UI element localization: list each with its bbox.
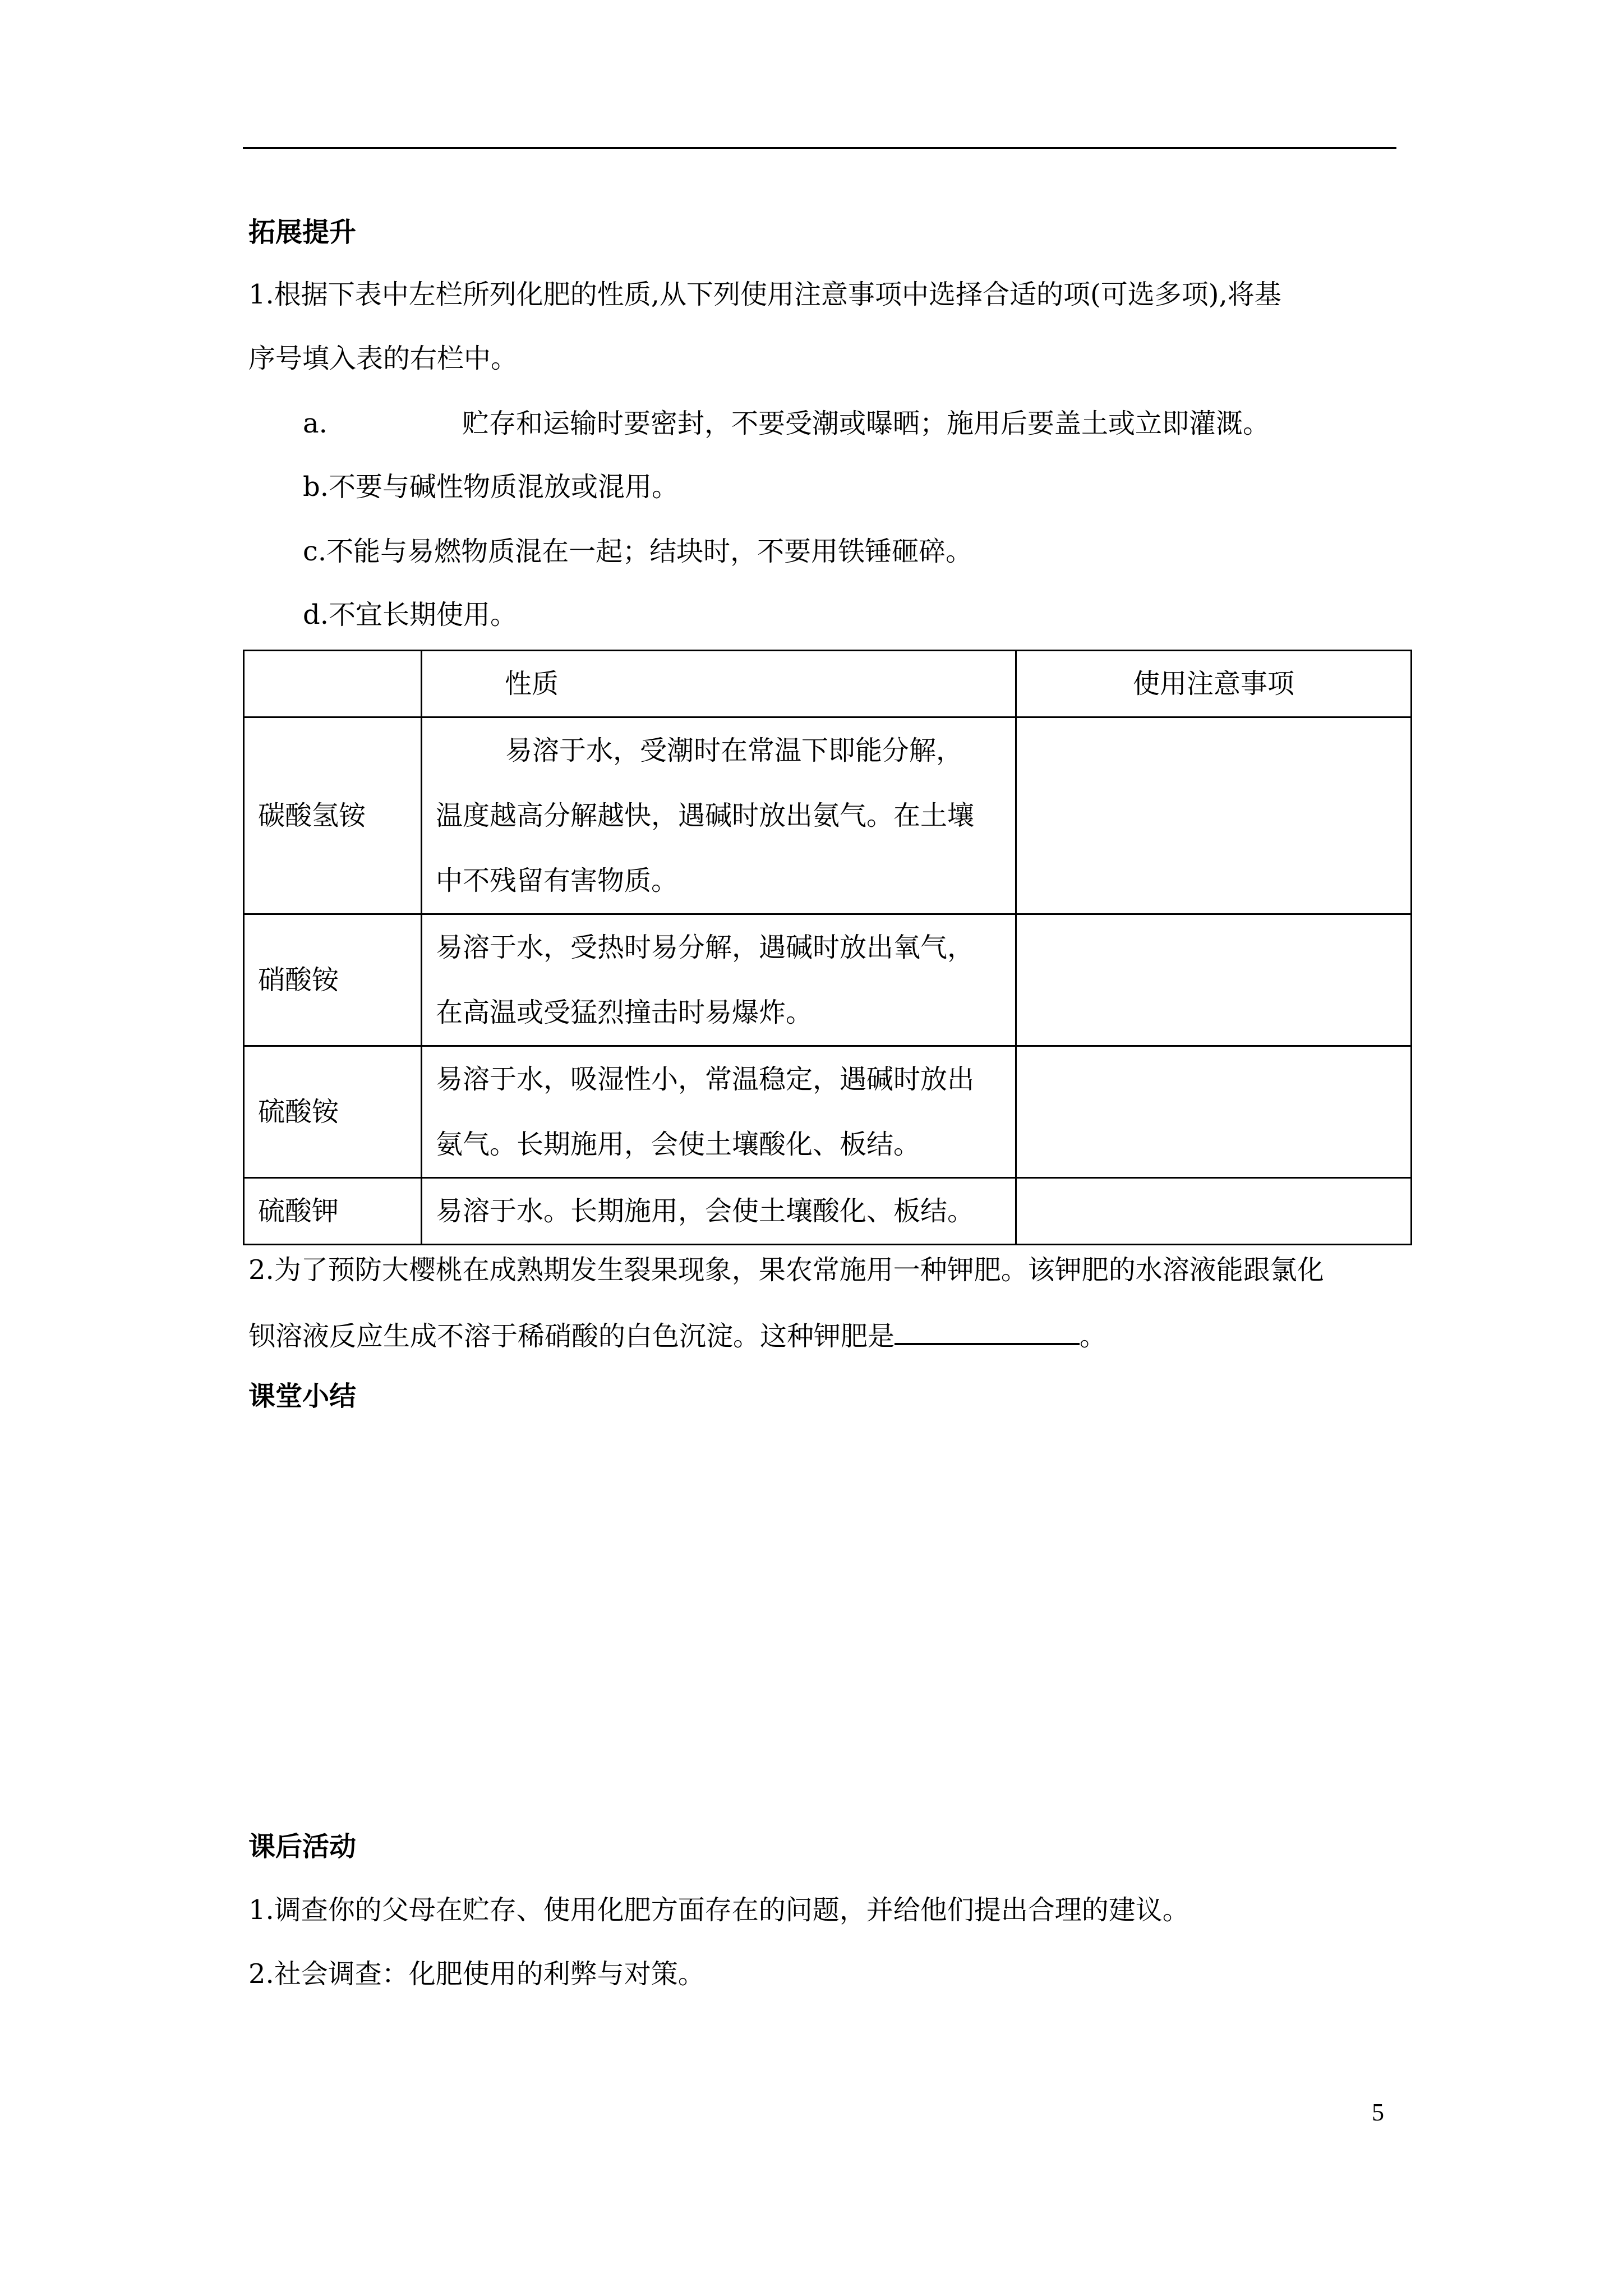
question-2-line-2: 钡溶液反应生成不溶于稀硝酸的白色沉淀。这种钾肥是 。 bbox=[248, 1317, 1106, 1353]
section-heading-extend: 拓展提升 bbox=[248, 217, 357, 248]
notes-cell[interactable] bbox=[1016, 1046, 1412, 1178]
fertilizer-name: 硫酸铵 bbox=[244, 1046, 422, 1178]
option-a-text: 贮存和运输时要密封，不要受潮或曝晒；施用后要盖土或立即灌溉。 bbox=[462, 408, 1270, 439]
property-line: 易溶于水。长期施用，会使土壤酸化、板结。 bbox=[436, 1195, 975, 1227]
fertilizer-property bbox=[422, 717, 1016, 914]
answer-blank[interactable] bbox=[895, 1317, 1080, 1345]
fertilizer-property bbox=[422, 914, 1016, 1046]
option-d: d.不宜长期使用。 bbox=[303, 599, 517, 631]
property-line: 氨气。长期施用，会使土壤酸化、板结。 bbox=[436, 1129, 921, 1160]
property-line: 中不残留有害物质。 bbox=[436, 865, 679, 896]
option-b: b.不要与碱性物质混放或混用。 bbox=[303, 471, 679, 503]
notes-cell[interactable] bbox=[1016, 717, 1412, 914]
section-heading-after-class: 课后活动 bbox=[248, 1831, 357, 1862]
property-line: 在高温或受猛烈撞击时易爆炸。 bbox=[436, 997, 813, 1028]
section-heading-summary: 课堂小结 bbox=[248, 1381, 357, 1412]
fertilizer-property bbox=[422, 1046, 1016, 1178]
fertilizer-table bbox=[243, 650, 1412, 1245]
option-c: c.不能与易燃物质混在一起；结块时，不要用铁锤砸碎。 bbox=[303, 536, 973, 567]
property-line: 易溶于水，吸湿性小，常温稳定，遇碱时放出 bbox=[436, 1064, 975, 1095]
activity-item: 1.调查你的父母在贮存、使用化肥方面存在的问题，并给他们提出合理的建议。 bbox=[248, 1894, 1189, 1926]
table-header-row bbox=[244, 651, 1412, 717]
header-notes: 使用注意事项 bbox=[1016, 651, 1412, 717]
table-row bbox=[244, 1046, 1412, 1178]
option-a-label: a. bbox=[303, 408, 328, 439]
header-property: 性质 bbox=[422, 651, 1016, 717]
header-rule bbox=[243, 147, 1396, 149]
question-1-line-1: 1.根据下表中左栏所列化肥的性质,从下列使用注意事项中选择合适的项(可选多项),将基 bbox=[248, 279, 1281, 310]
table-row bbox=[244, 914, 1412, 1046]
question-2-line-1: 2.为了预防大樱桃在成熟期发生裂果现象，果农常施用一种钾肥。该钾肥的水溶液能跟氯化 bbox=[248, 1254, 1324, 1286]
property-line: 易溶于水，受热时易分解，遇碱时放出氧气， bbox=[436, 932, 975, 963]
fertilizer-property bbox=[422, 1178, 1016, 1245]
fertilizer-name: 硝酸铵 bbox=[244, 914, 422, 1046]
table-row bbox=[244, 717, 1412, 914]
notes-cell[interactable] bbox=[1016, 1178, 1412, 1245]
page-number: 5 bbox=[1372, 2099, 1384, 2126]
header-blank bbox=[244, 651, 422, 717]
property-line: 温度越高分解越快，遇碱时放出氨气。在土壤 bbox=[436, 800, 975, 831]
question-1-line-2: 序号填入表的右栏中。 bbox=[248, 343, 518, 374]
table-row bbox=[244, 1178, 1412, 1245]
property-line: 易溶于水，受潮时在常温下即能分解， bbox=[505, 735, 963, 766]
fertilizer-name: 碳酸氢铵 bbox=[244, 717, 422, 914]
activity-item: 2.社会调查：化肥使用的利弊与对策。 bbox=[248, 1958, 705, 1990]
notes-cell[interactable] bbox=[1016, 914, 1412, 1046]
fertilizer-name: 硫酸钾 bbox=[244, 1178, 422, 1245]
